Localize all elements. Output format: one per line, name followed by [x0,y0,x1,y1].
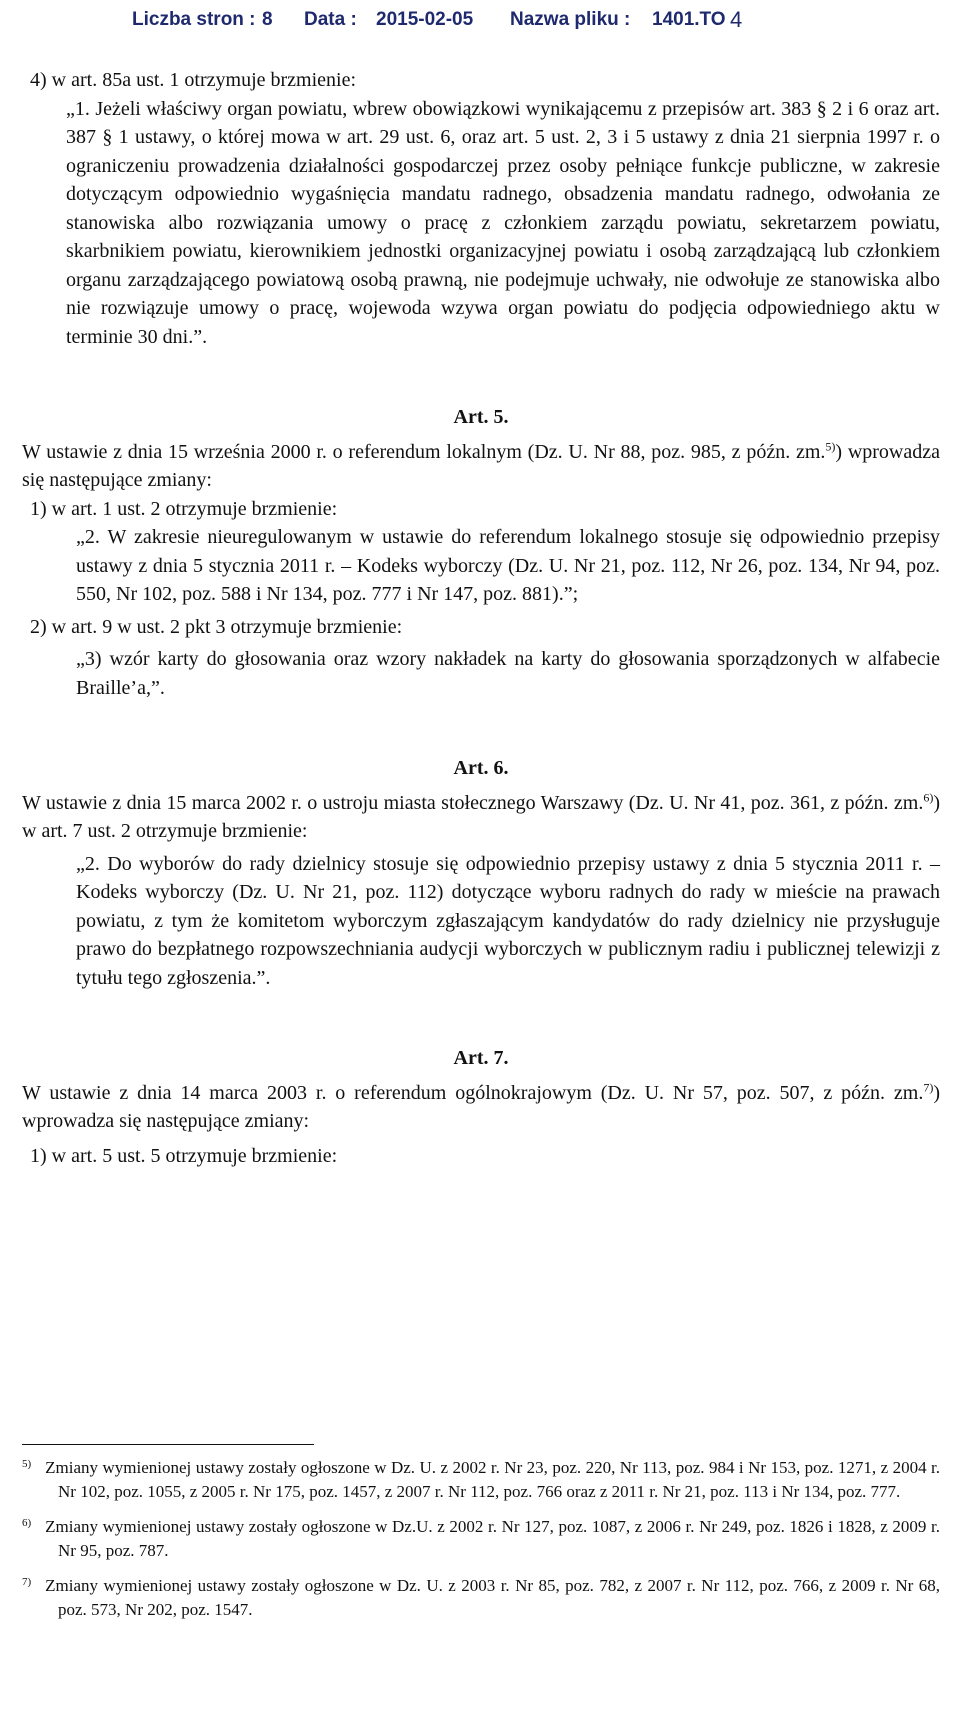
footnote-text: Zmiany wymienionej ustawy zostały ogłoszone w Dz. U. z 2002 r. Nr 23, poz. 220, Nr 113, poz. 984 i Nr 153, poz. 1271, z 2004 r. Nr 102, poz. 1055, z 2005 r. Nr 175, poz. 1457, z 2007 r. Nr 112, poz. 766 oraz z 2011 r. Nr 21, poz. 113 i Nr 134, poz. 777. [45,1458,940,1501]
art-7-intro-text-end: ) wprowadza się następujące zmiany: [22,1081,940,1132]
art-5-item-1: 1) w art. 1 ust. 2 otrzymuje brzmienie: [30,497,338,520]
footnote-text: Zmiany wymienionej ustawy zostały ogłoszone w Dz. U. z 2003 r. Nr 85, poz. 782, z 2007 r. Nr 112, poz. 766, z 2009 r. Nr 68, poz. 573, Nr 202, poz. 1547. [45,1576,940,1619]
footnote-6 [22,1515,940,1563]
art-5-intro-text-end: ) wprowadza się następujące zmiany: [22,440,940,491]
art-5-item-2: 2) w art. 9 w ust. 2 pkt 3 otrzymuje brzmienie: [30,615,403,638]
footnote-5 [22,1456,940,1504]
art-5-intro-text: W ustawie z dnia 15 września 2000 r. o referendum lokalnym (Dz. U. Nr 88, poz. 985, z późn. zm. [22,440,826,463]
quote-text: „1. Jeżeli właściwy organ powiatu, wbrew obowiązkowi wynikającemu z przepisów art. 383 § 2 i 6 oraz art. 387 § 1 ustawy, o której mowa w art. 29 ust. 6, oraz art. 5 ust. 2, 3 i 5 ustawy z dnia 21 sierpnia 1997 r. o ograniczeniu prowadzenia działalności gospodarczej przez osoby pełniące funkcje publiczne, w zakresie dotyczącym odpowiednio wygaśnięcia mandatu radnego, obsadzenia mandatu radnego, odwołania ze stanowiska albo rozwiązania umowy o pracę z członkiem zarządu powiatu, sekretarzem powiatu, skarbnikiem powiatu, kierownikiem jednostki organizacyjnej powiatu i osobą zarządzającą lub członkiem organu zarządzającego powiatową osobą prawną, nie podejmuje uchwały, nie odwołuje ze stanowiska albo nie rozwiązuje umowy o pracę, wojewoda wzywa organ powiatu do podjęcia odpowiedniego aktu w terminie 30 dni.”. [66,97,940,348]
art-7-intro [22,1079,940,1136]
art-5-item-1-quote: „2. W zakresie nieuregulowanym w ustawie do referendum lokalnego stosuje się odpowiednio przepisy ustawy z dnia 5 stycznia 2011 r. – Kodeks wyborczy (Dz. U. Nr 21, poz. 112, Nr 26, poz. 134, Nr 94, poz. 550, Nr 102, poz. 588 i Nr 134, poz. 777 i Nr 147, poz. 881).”; [76,526,940,605]
page-header [0,2,960,42]
art-6-quote: „2. Do wyborów do rady dzielnicy stosuje się odpowiednio przepisy ustawy z dnia 5 stycznia 2011 r. – Kodeks wyborczy (Dz. U. Nr 21, poz. 112) dotyczące wyboru radnych do rady w mieście na prawach powiatu, z tym że komitetom wyborczym zgłaszającym kandydatów do rady dzielnicy nie przysługuje prawo do bezpłatnego rozpowszechniania audycji wyborczych w publicznym radiu i publicznej telewizji z tytułu tego zgłoszenia.”. [76,852,940,989]
footnote-mark: 6) [22,1517,32,1529]
page-number: 4 [730,7,743,32]
date-label: Data : [304,9,357,30]
footnote-mark: 5) [22,1458,32,1470]
document-body [22,66,940,1170]
footnote-ref-6: 6) [923,789,934,804]
file-value: 1401.TO [652,9,726,30]
art-7-intro-text: W ustawie z dnia 14 marca 2003 r. o referendum ogólnokrajowym (Dz. U. Nr 57, poz. 507, z późn. zm. [22,1081,924,1104]
footnote-ref-7: 7) [923,1079,934,1094]
date-value: 2015-02-05 [376,9,474,30]
footnote-divider [22,1444,314,1445]
art-5-intro [22,438,940,495]
art-6-intro [22,789,940,846]
item-4: 4) w art. 85a ust. 1 otrzymuje brzmienie: [30,69,357,91]
pages-value: 8 [262,9,273,30]
quoted-article-85a-1 [66,95,940,352]
art-7-item-1: 1) w art. 5 ust. 5 otrzymuje brzmienie: [30,1144,338,1167]
footnote-text: Zmiany wymienionej ustawy zostały ogłoszone w Dz.U. z 2002 r. Nr 127, poz. 1087, z 2006 r. Nr 249, poz. 1826 i 1828, z 2009 r. Nr 95, poz. 787. [45,1517,940,1560]
art-6-intro-text-end: ) w art. 7 ust. 2 otrzymuje brzmienie: [22,791,940,842]
art-5-item-2-quote: „3) wzór karty do głosowania oraz wzory nakładek na karty do głosowania sporządzonych w alfabecie Braille’a,”. [76,648,940,699]
footnote-mark: 7) [22,1576,32,1588]
footnote-7 [22,1574,940,1622]
art-6-title: Art. 6. [453,757,509,779]
art-6-intro-text: W ustawie z dnia 15 marca 2002 r. o ustroju miasta stołecznego Warszawy (Dz. U. Nr 41, poz. 361, z późn. zm. [22,791,924,814]
pages-label: Liczba stron : [132,9,256,30]
footnote-ref-5: 5) [825,438,836,453]
art-7-title: Art. 7. [453,1047,509,1069]
file-label: Nazwa pliku : [510,9,631,30]
art-5-title: Art. 5. [453,406,509,428]
footnotes [22,1456,940,1633]
